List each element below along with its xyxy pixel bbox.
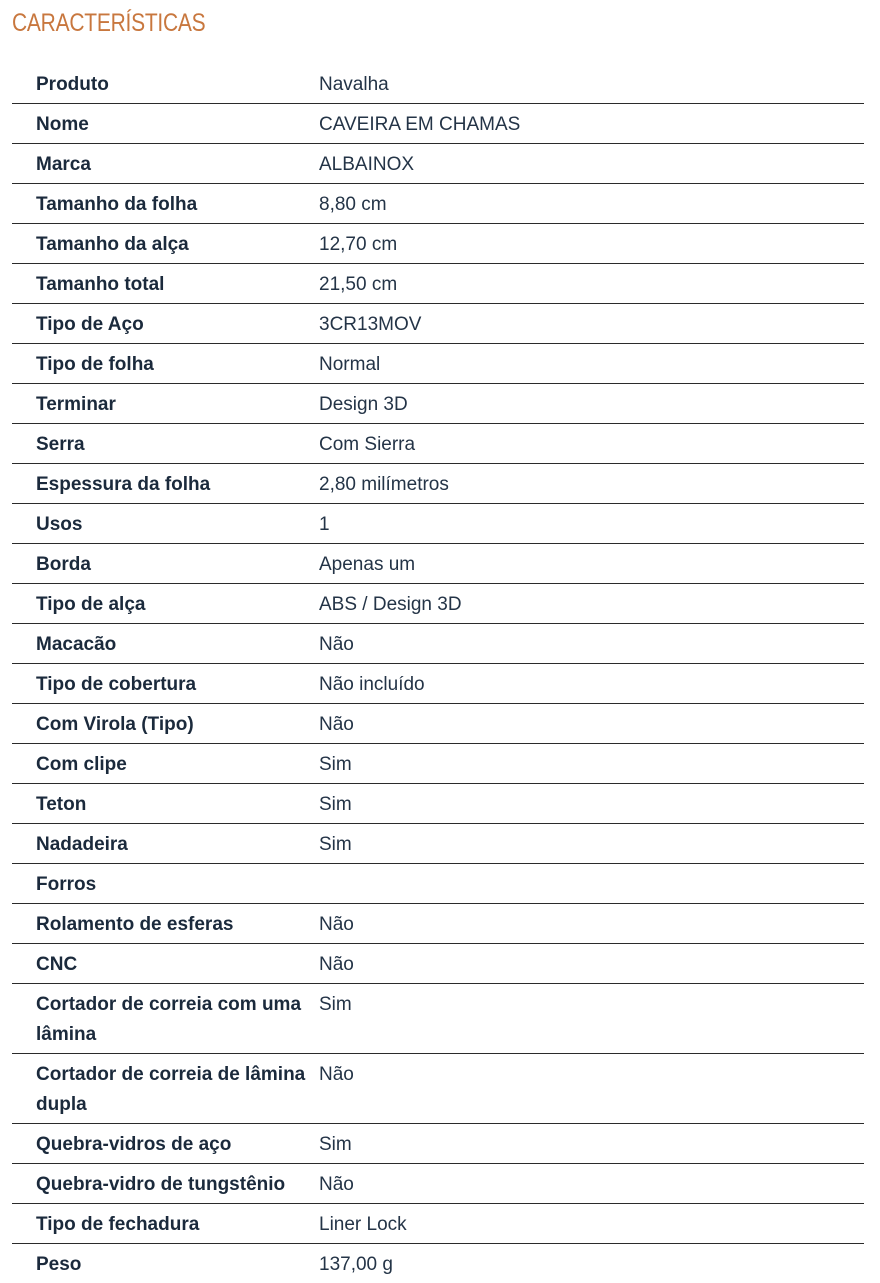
spec-row [12, 544, 864, 584]
spec-label: Marca [12, 144, 319, 184]
spec-value: Sim [319, 784, 864, 824]
spec-label: Tamanho da alça [12, 224, 319, 264]
spec-label: Teton [12, 784, 319, 824]
spec-value: 1 [319, 504, 864, 544]
spec-label: Espessura da folha [12, 464, 319, 504]
spec-row [12, 64, 864, 104]
spec-label: Borda [12, 544, 319, 584]
spec-label: Quebra-vidros de aço [12, 1124, 319, 1164]
spec-value: Não [319, 944, 864, 984]
spec-value: Sim [319, 824, 864, 864]
spec-value: 3CR13MOV [319, 304, 864, 344]
spec-row [12, 984, 864, 1054]
spec-value: Não incluído [319, 664, 864, 704]
spec-row [12, 1124, 864, 1164]
spec-value: Liner Lock [319, 1204, 864, 1244]
spec-row [12, 904, 864, 944]
spec-row [12, 144, 864, 184]
spec-value: Não [319, 704, 864, 744]
spec-value: 8,80 cm [319, 184, 864, 224]
spec-value: Sim [319, 984, 864, 1054]
spec-row [12, 944, 864, 984]
spec-row [12, 264, 864, 304]
spec-label: Rolamento de esferas [12, 904, 319, 944]
spec-label: Macacão [12, 624, 319, 664]
spec-label: Terminar [12, 384, 319, 424]
spec-label: Cortador de correia de lâmina dupla [12, 1054, 319, 1124]
spec-label: Tipo de cobertura [12, 664, 319, 704]
spec-value: Com Sierra [319, 424, 864, 464]
spec-label: Nome [12, 104, 319, 144]
spec-row [12, 584, 864, 624]
spec-label: Cortador de correia com uma lâmina [12, 984, 319, 1054]
spec-row [12, 1204, 864, 1244]
spec-row [12, 664, 864, 704]
spec-row [12, 784, 864, 824]
spec-row [12, 304, 864, 344]
spec-value: Não [319, 624, 864, 664]
spec-row [12, 1244, 864, 1283]
spec-value: Não [319, 1164, 864, 1204]
spec-value: 12,70 cm [319, 224, 864, 264]
spec-label: Tamanho da folha [12, 184, 319, 224]
spec-label: Serra [12, 424, 319, 464]
spec-label: Forros [12, 864, 319, 904]
spec-value: Sim [319, 1124, 864, 1164]
spec-value: Navalha [319, 64, 864, 104]
spec-row [12, 1054, 864, 1124]
spec-label: Peso [12, 1244, 319, 1283]
spec-value: Não [319, 904, 864, 944]
spec-row [12, 464, 864, 504]
spec-row [12, 744, 864, 784]
spec-value: 21,50 cm [319, 264, 864, 304]
spec-value: Sim [319, 744, 864, 784]
spec-label: Com Virola (Tipo) [12, 704, 319, 744]
spec-value [319, 864, 864, 904]
spec-row [12, 624, 864, 664]
spec-label: Tipo de fechadura [12, 1204, 319, 1244]
spec-row [12, 1164, 864, 1204]
spec-row [12, 184, 864, 224]
spec-label: CNC [12, 944, 319, 984]
spec-row [12, 864, 864, 904]
spec-value: ABS / Design 3D [319, 584, 864, 624]
spec-row [12, 344, 864, 384]
spec-label: Tipo de Aço [12, 304, 319, 344]
section-title: CARACTERÍSTICAS [12, 8, 205, 38]
spec-row [12, 224, 864, 264]
spec-value: CAVEIRA EM CHAMAS [319, 104, 864, 144]
spec-row [12, 384, 864, 424]
spec-label: Tipo de folha [12, 344, 319, 384]
spec-row [12, 504, 864, 544]
spec-label: Tipo de alça [12, 584, 319, 624]
spec-value: 137,00 g [319, 1244, 864, 1283]
spec-row [12, 104, 864, 144]
spec-label: Usos [12, 504, 319, 544]
spec-value: Design 3D [319, 384, 864, 424]
spec-label: Quebra-vidro de tungstênio [12, 1164, 319, 1204]
spec-value: Não [319, 1054, 864, 1124]
spec-label: Tamanho total [12, 264, 319, 304]
spec-label: Com clipe [12, 744, 319, 784]
spec-label: Nadadeira [12, 824, 319, 864]
spec-row [12, 824, 864, 864]
spec-value: ALBAINOX [319, 144, 864, 184]
spec-value: Normal [319, 344, 864, 384]
specs-table [12, 64, 864, 1283]
spec-label: Produto [12, 64, 319, 104]
spec-row [12, 424, 864, 464]
spec-value: Apenas um [319, 544, 864, 584]
spec-row [12, 704, 864, 744]
spec-value: 2,80 milímetros [319, 464, 864, 504]
